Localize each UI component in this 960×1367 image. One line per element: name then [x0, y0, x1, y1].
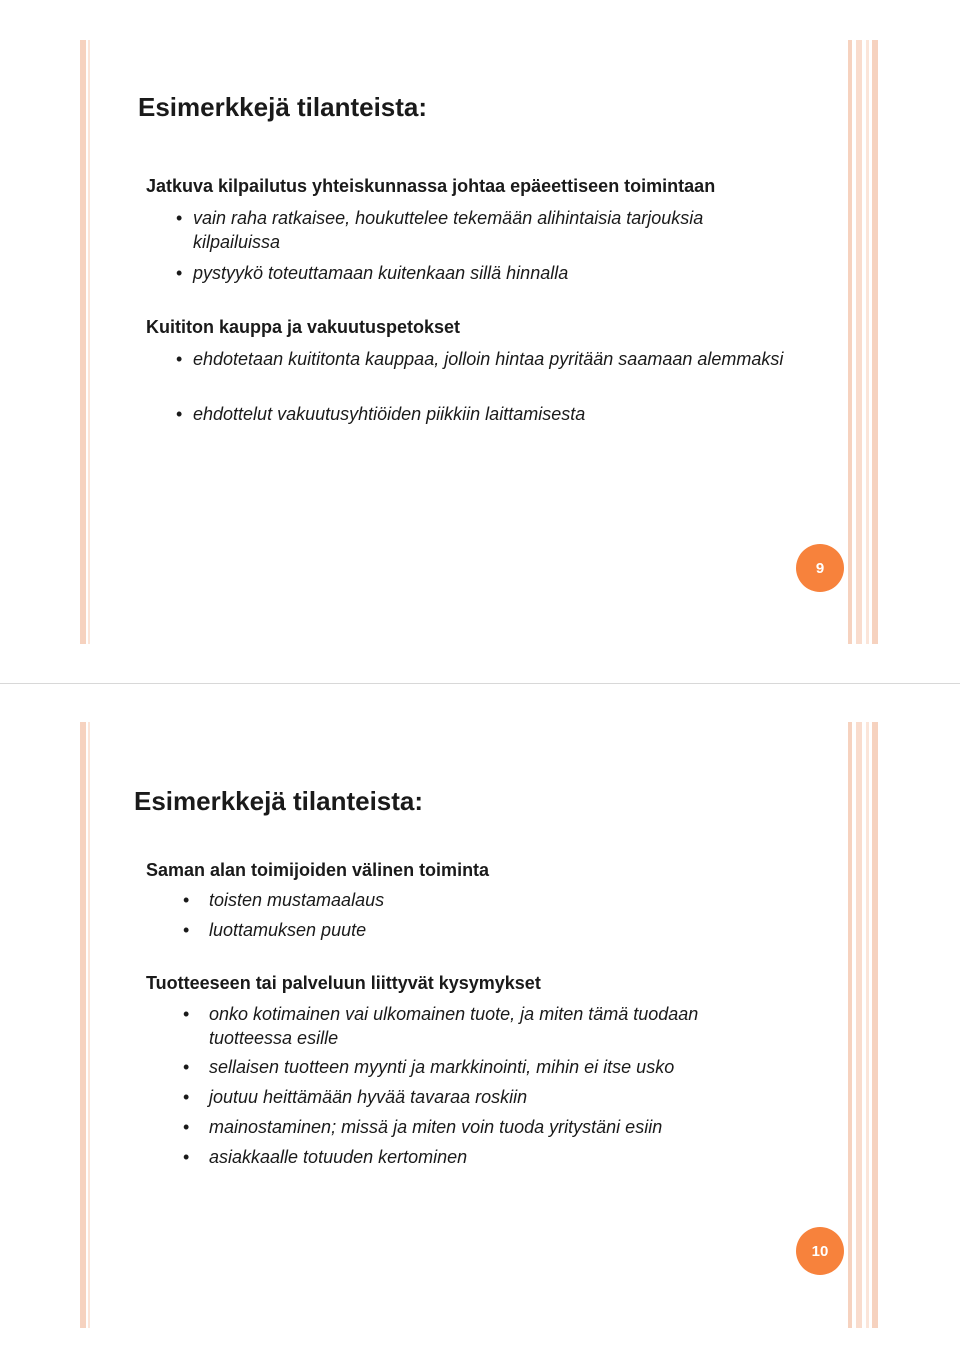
section-heading: Tuotteeseen tai palveluun liittyvät kysymykset [146, 973, 541, 993]
section-heading: Kuititon kauppa ja vakuutuspetokset [146, 317, 461, 337]
list-item: • sellaisen tuotteen myynti ja markkinointi, mihin ei itse usko [183, 1057, 675, 1077]
right-accent-stripes [848, 40, 883, 644]
left-accent-stripe [80, 722, 86, 1328]
list-item: • luottamuksen puute [183, 920, 367, 940]
left-accent-stripe-thin [88, 40, 90, 644]
section-heading: Saman alan toimijoiden välinen toiminta [146, 860, 490, 880]
section-heading: Jatkuva kilpailutus yhteiskunnassa johtaa epäeettiseen toimintaan [146, 176, 716, 196]
list-item: • ehdottelut vakuutusyhtiöiden piikkiin laittamisesta [176, 404, 586, 424]
slide-title: Esimerkkejä tilanteista: [134, 786, 424, 816]
page-number-badge: 10 [796, 1227, 844, 1275]
left-accent-stripe-thin [88, 722, 90, 1328]
slide-2 [0, 684, 960, 1367]
list-item: • vain raha ratkaisee, houkuttelee tekemään alihintaisia tarjouksia kilpailuissa [176, 208, 704, 252]
list-item: • ehdotetaan kuititonta kauppaa, jolloin hintaa pyritään saamaan alemmaksi [176, 349, 784, 369]
list-item: • toisten mustamaalaus [183, 890, 385, 910]
left-accent-stripe [80, 40, 86, 644]
list-item: • pystyykö toteuttamaan kuitenkaan sillä hinnalla [176, 263, 569, 283]
list-item: • asiakkaalle totuuden kertominen [183, 1147, 468, 1167]
list-item: • mainostaminen; missä ja miten voin tuoda yritystäni esiin [183, 1117, 663, 1137]
right-accent-stripes [848, 722, 883, 1328]
list-item: • onko kotimainen vai ulkomainen tuote, ja miten tämä tuodaan tuotteessa esille [183, 1004, 699, 1048]
list-item: • joutuu heittämään hyvää tavaraa roskiin [183, 1087, 528, 1107]
slide-title: Esimerkkejä tilanteista: [138, 92, 428, 122]
page-number-badge: 9 [796, 544, 844, 592]
slide-1 [0, 0, 960, 683]
